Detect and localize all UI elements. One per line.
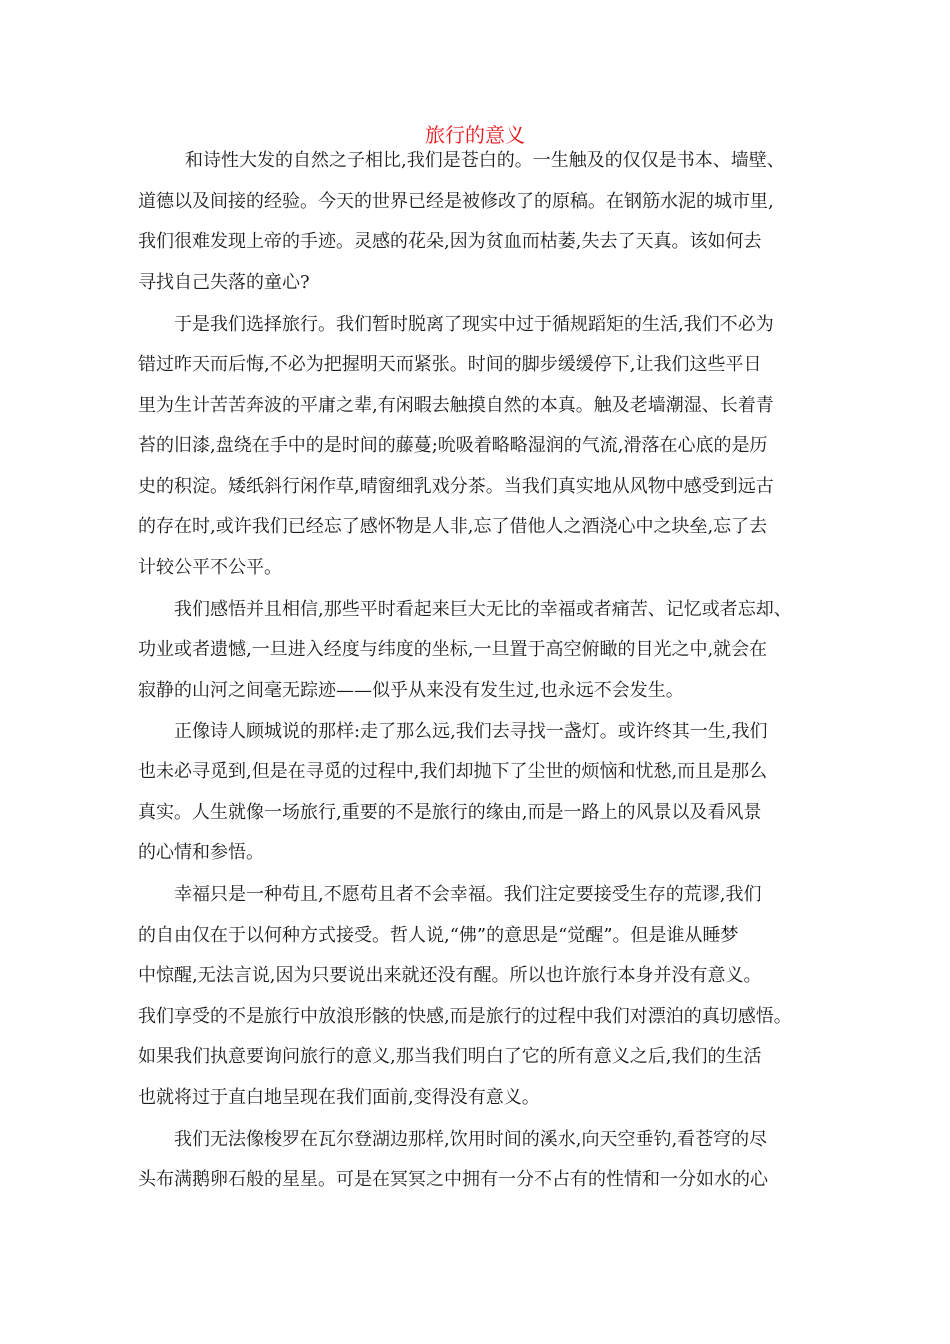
text-line: 史的积淀。矮纸斜行闲作草,晴窗细乳戏分茶。当我们真实地从风物中感受到远古 bbox=[138, 476, 774, 497]
text-line: 也就将过于直白地呈现在我们面前,变得没有意义。 bbox=[138, 1087, 540, 1108]
text-line: 我们很难发现上帝的手迹。灵感的花朵,因为贫血而枯萎,失去了天真。该如何去 bbox=[138, 231, 762, 252]
document-title: 旅行的意义 bbox=[425, 123, 525, 147]
text-line: 计较公平不公平。 bbox=[138, 557, 282, 578]
text-line: 的存在时,或许我们已经忘了感怀物是人非,忘了借他人之酒浇心中之块垒,忘了去 bbox=[138, 516, 768, 537]
text-line: 和诗性大发的自然之子相比,我们是苍白的。一生触及的仅仅是书本、墙壁、 bbox=[185, 150, 785, 171]
text-line: 的自由仅在于以何种方式接受。哲人说,“佛”的意思是“觉醒”。但是谁从睡梦 bbox=[138, 925, 739, 946]
text-line: 如果我们执意要询问旅行的意义,那当我们明白了它的所有意义之后,我们的生活 bbox=[138, 1046, 762, 1067]
text-line: 里为生计苦苦奔波的平庸之辈,有闲暇去触摸自然的本真。触及老墙潮湿、长着青 bbox=[138, 395, 774, 416]
text-line: 幸福只是一种苟且,不愿苟且者不会幸福。我们注定要接受生存的荒谬,我们 bbox=[174, 884, 762, 905]
text-line: 道德以及间接的经验。今天的世界已经是被修改了的原稿。在钢筋水泥的城市里, bbox=[138, 191, 774, 212]
text-line: 我们感悟并且相信,那些平时看起来巨大无比的幸福或者痛苦、记忆或者忘却、 bbox=[174, 599, 792, 620]
text-line: 正像诗人顾城说的那样:走了那么远,我们去寻找一盏灯。或许终其一生,我们 bbox=[174, 721, 768, 742]
text-line: 也未必寻觅到,但是在寻觅的过程中,我们却抛下了尘世的烦恼和忧愁,而且是那么 bbox=[138, 761, 768, 782]
text-line: 寂静的山河之间毫无踪迹——似乎从来没有发生过,也永远不会发生。 bbox=[138, 680, 684, 701]
text-line: 苔的旧漆,盘绕在手中的是时间的藤蔓;吮吸着略略湿润的气流,滑落在心底的是历 bbox=[138, 435, 768, 456]
text-line: 我们享受的不是旅行中放浪形骸的快感,而是旅行的过程中我们对漂泊的真切感悟。 bbox=[138, 1006, 792, 1027]
text-line: 的心情和参悟。 bbox=[138, 842, 264, 863]
text-line: 头布满鹅卵石般的星星。可是在冥冥之中拥有一分不占有的性情和一分如水的心 bbox=[138, 1169, 768, 1190]
text-line: 于是我们选择旅行。我们暂时脱离了现实中过于循规蹈矩的生活,我们不必为 bbox=[174, 314, 774, 335]
text-line: 我们无法像梭罗在瓦尔登湖边那样,饮用时间的溪水,向天空垂钓,看苍穹的尽 bbox=[174, 1129, 768, 1150]
text-line: 错过昨天而后悔,不必为把握明天而紧张。时间的脚步缓缓停下,让我们这些平日 bbox=[138, 354, 762, 375]
text-line: 真实。人生就像一场旅行,重要的不是旅行的缘由,而是一路上的风景以及看风景 bbox=[138, 802, 762, 823]
text-line: 寻找自己失落的童心? bbox=[138, 272, 310, 293]
text-line: 功业或者遗憾,一旦进入经度与纬度的坐标,一旦置于高空俯瞰的目光之中,就会在 bbox=[138, 639, 768, 660]
text-line: 中惊醒,无法言说,因为只要说出来就还没有醒。所以也许旅行本身并没有意义。 bbox=[138, 965, 762, 986]
